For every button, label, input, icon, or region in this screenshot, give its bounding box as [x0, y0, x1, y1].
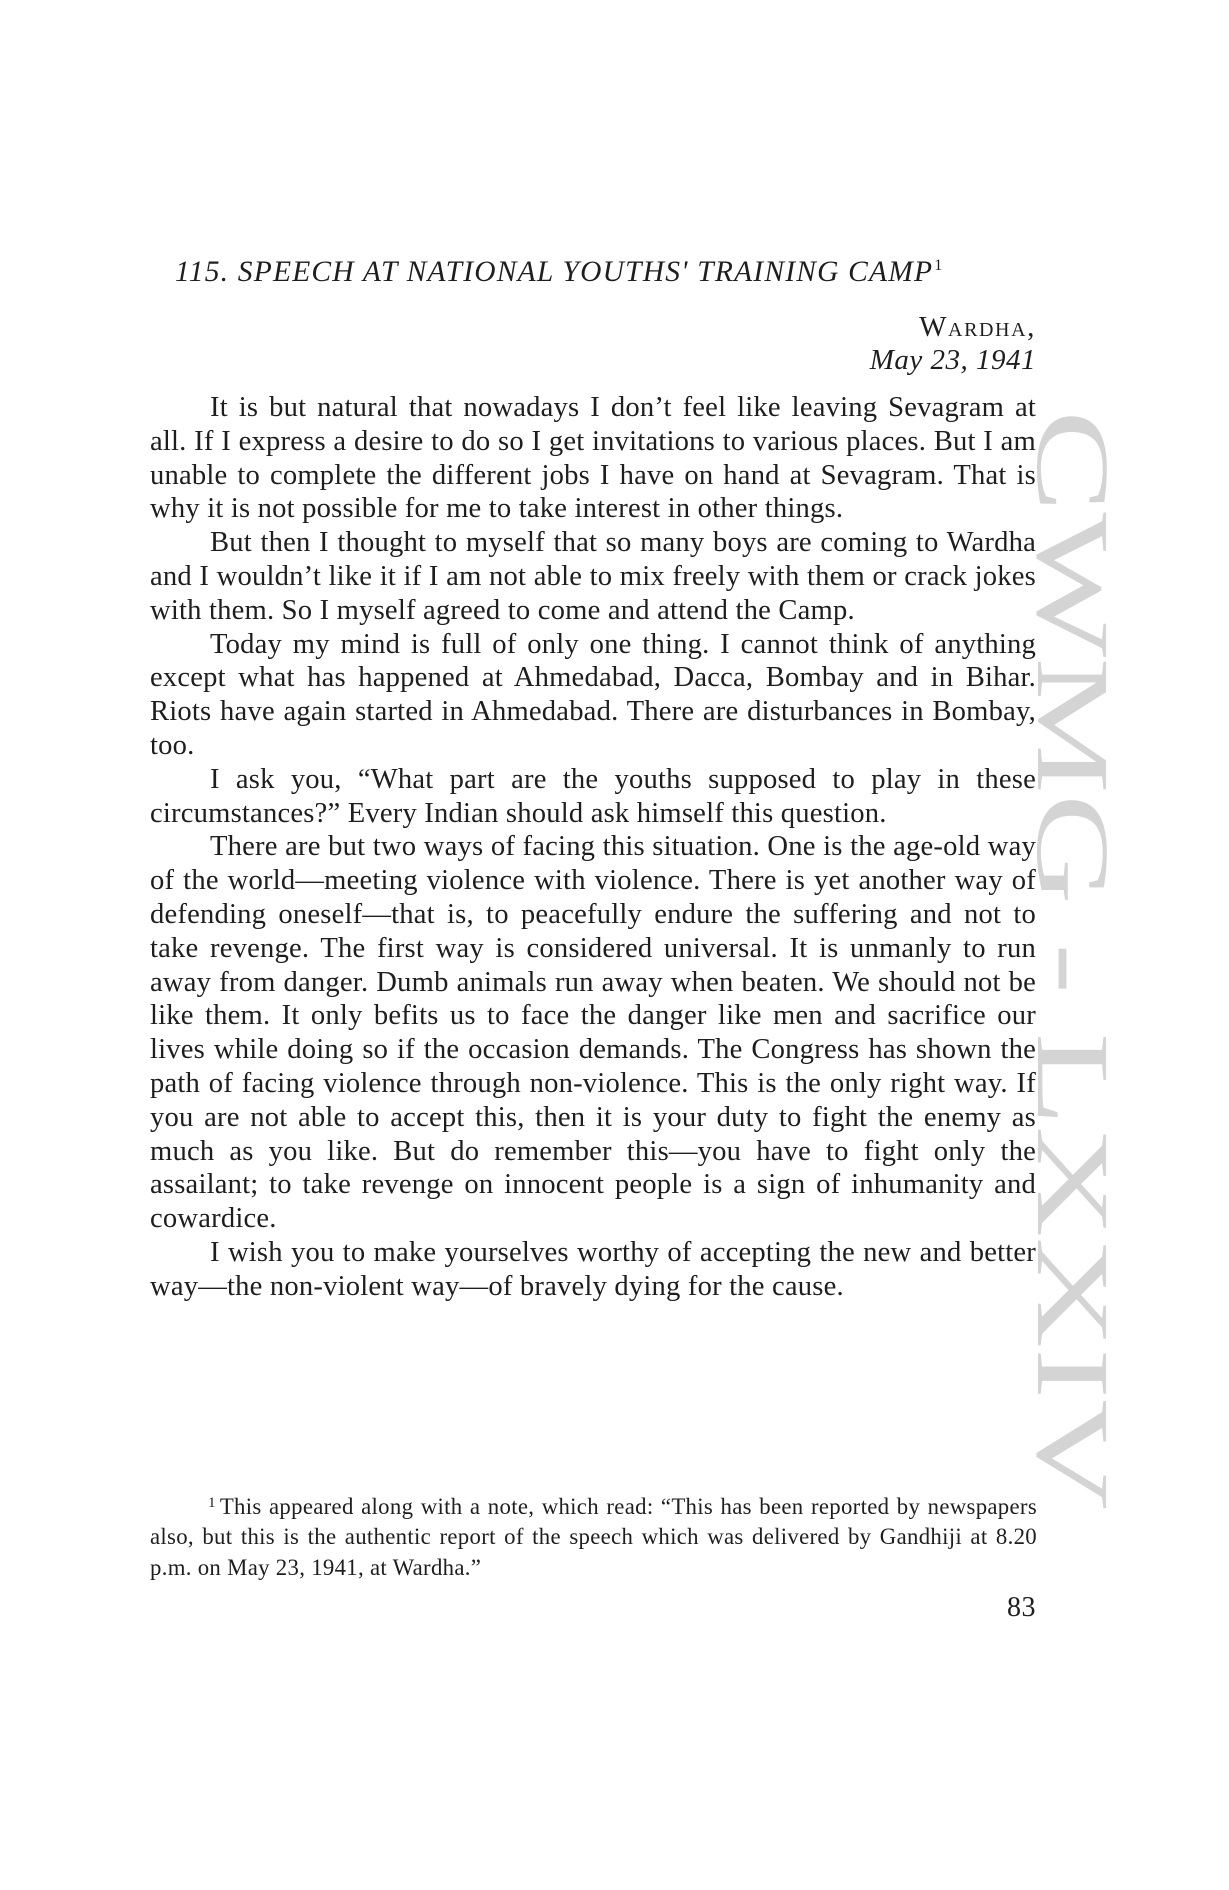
dateline-place: Wardha, — [919, 311, 1036, 343]
page-number: 83 — [1007, 1592, 1036, 1623]
paragraph: There are but two ways of facing this situation. One is the age-old way of the world—meeting violence with violence. There is yet another way of defending oneself—that is, to peacefully endure the suffering and not to take revenge. The first way is considered universal. It is unmanly to run away from danger. Dumb animals run away when beaten. We should not be like them. It only befits us to face the danger like men and sacrifice our lives while doing so if the occasion demands. The Congress has shown the path of facing violence through non-violence. This is the only right way. If you are not able to accept this, then it is your duty to fight the enemy as much as you like. But do remember this—you have to fight only the assailant; to take revenge on innocent people is a sign of inhumanity and cowardice. — [150, 831, 1036, 1235]
paragraph: Today my mind is full of only one thing. I cannot think of anything except what has happened at Ahmedabad, Dacca, Bombay and in Bihar. Riots have again started in Ahmedabad. There are disturbances in Bombay, too. — [150, 628, 1036, 761]
footnote-text: This appeared along with a note, which read: “This has been reported by newspapers also, but this is the authentic report of the speech which was delivered by Gandhiji at 8.20 p.m. on May 23, 1941, at Wardha.” — [150, 1494, 1037, 1580]
paragraph: I ask you, “What part are the youths supposed to play in these circumstances?” Every Indian should ask himself this question. — [150, 763, 1036, 829]
footnote-marker: 1 — [208, 1495, 216, 1511]
paragraph: I wish you to make yourselves worthy of accepting the new and better way—the non-violent way—of bravely dying for the cause. — [150, 1236, 1036, 1302]
paragraph: But then I thought to myself that so many boys are coming to Wardha and I wouldn’t like it if I am not able to mix freely with them or crack jokes with them. So I myself agreed to come and attend the Camp. — [150, 527, 1036, 626]
footnote — [150, 1488, 1037, 1583]
watermark-text: CWMG - LXXIV — [1015, 410, 1120, 1156]
paragraph: It is but natural that nowadays I don’t feel like leaving Sevagram at all. If I express a desire to do so I get invitations to various places. But I am unable to complete the different jobs I have on hand at Sevagram. That is why it is not possible for me to take interest in other things. — [150, 392, 1036, 525]
page-title — [175, 256, 1075, 289]
dateline-date: May 23, 1941 — [869, 344, 1036, 376]
title-text: 115. SPEECH AT NATIONAL YOUTHS' TRAINING CAMP — [175, 256, 934, 288]
speech-body — [150, 391, 1036, 1304]
title-footnote-marker: 1 — [934, 257, 944, 274]
